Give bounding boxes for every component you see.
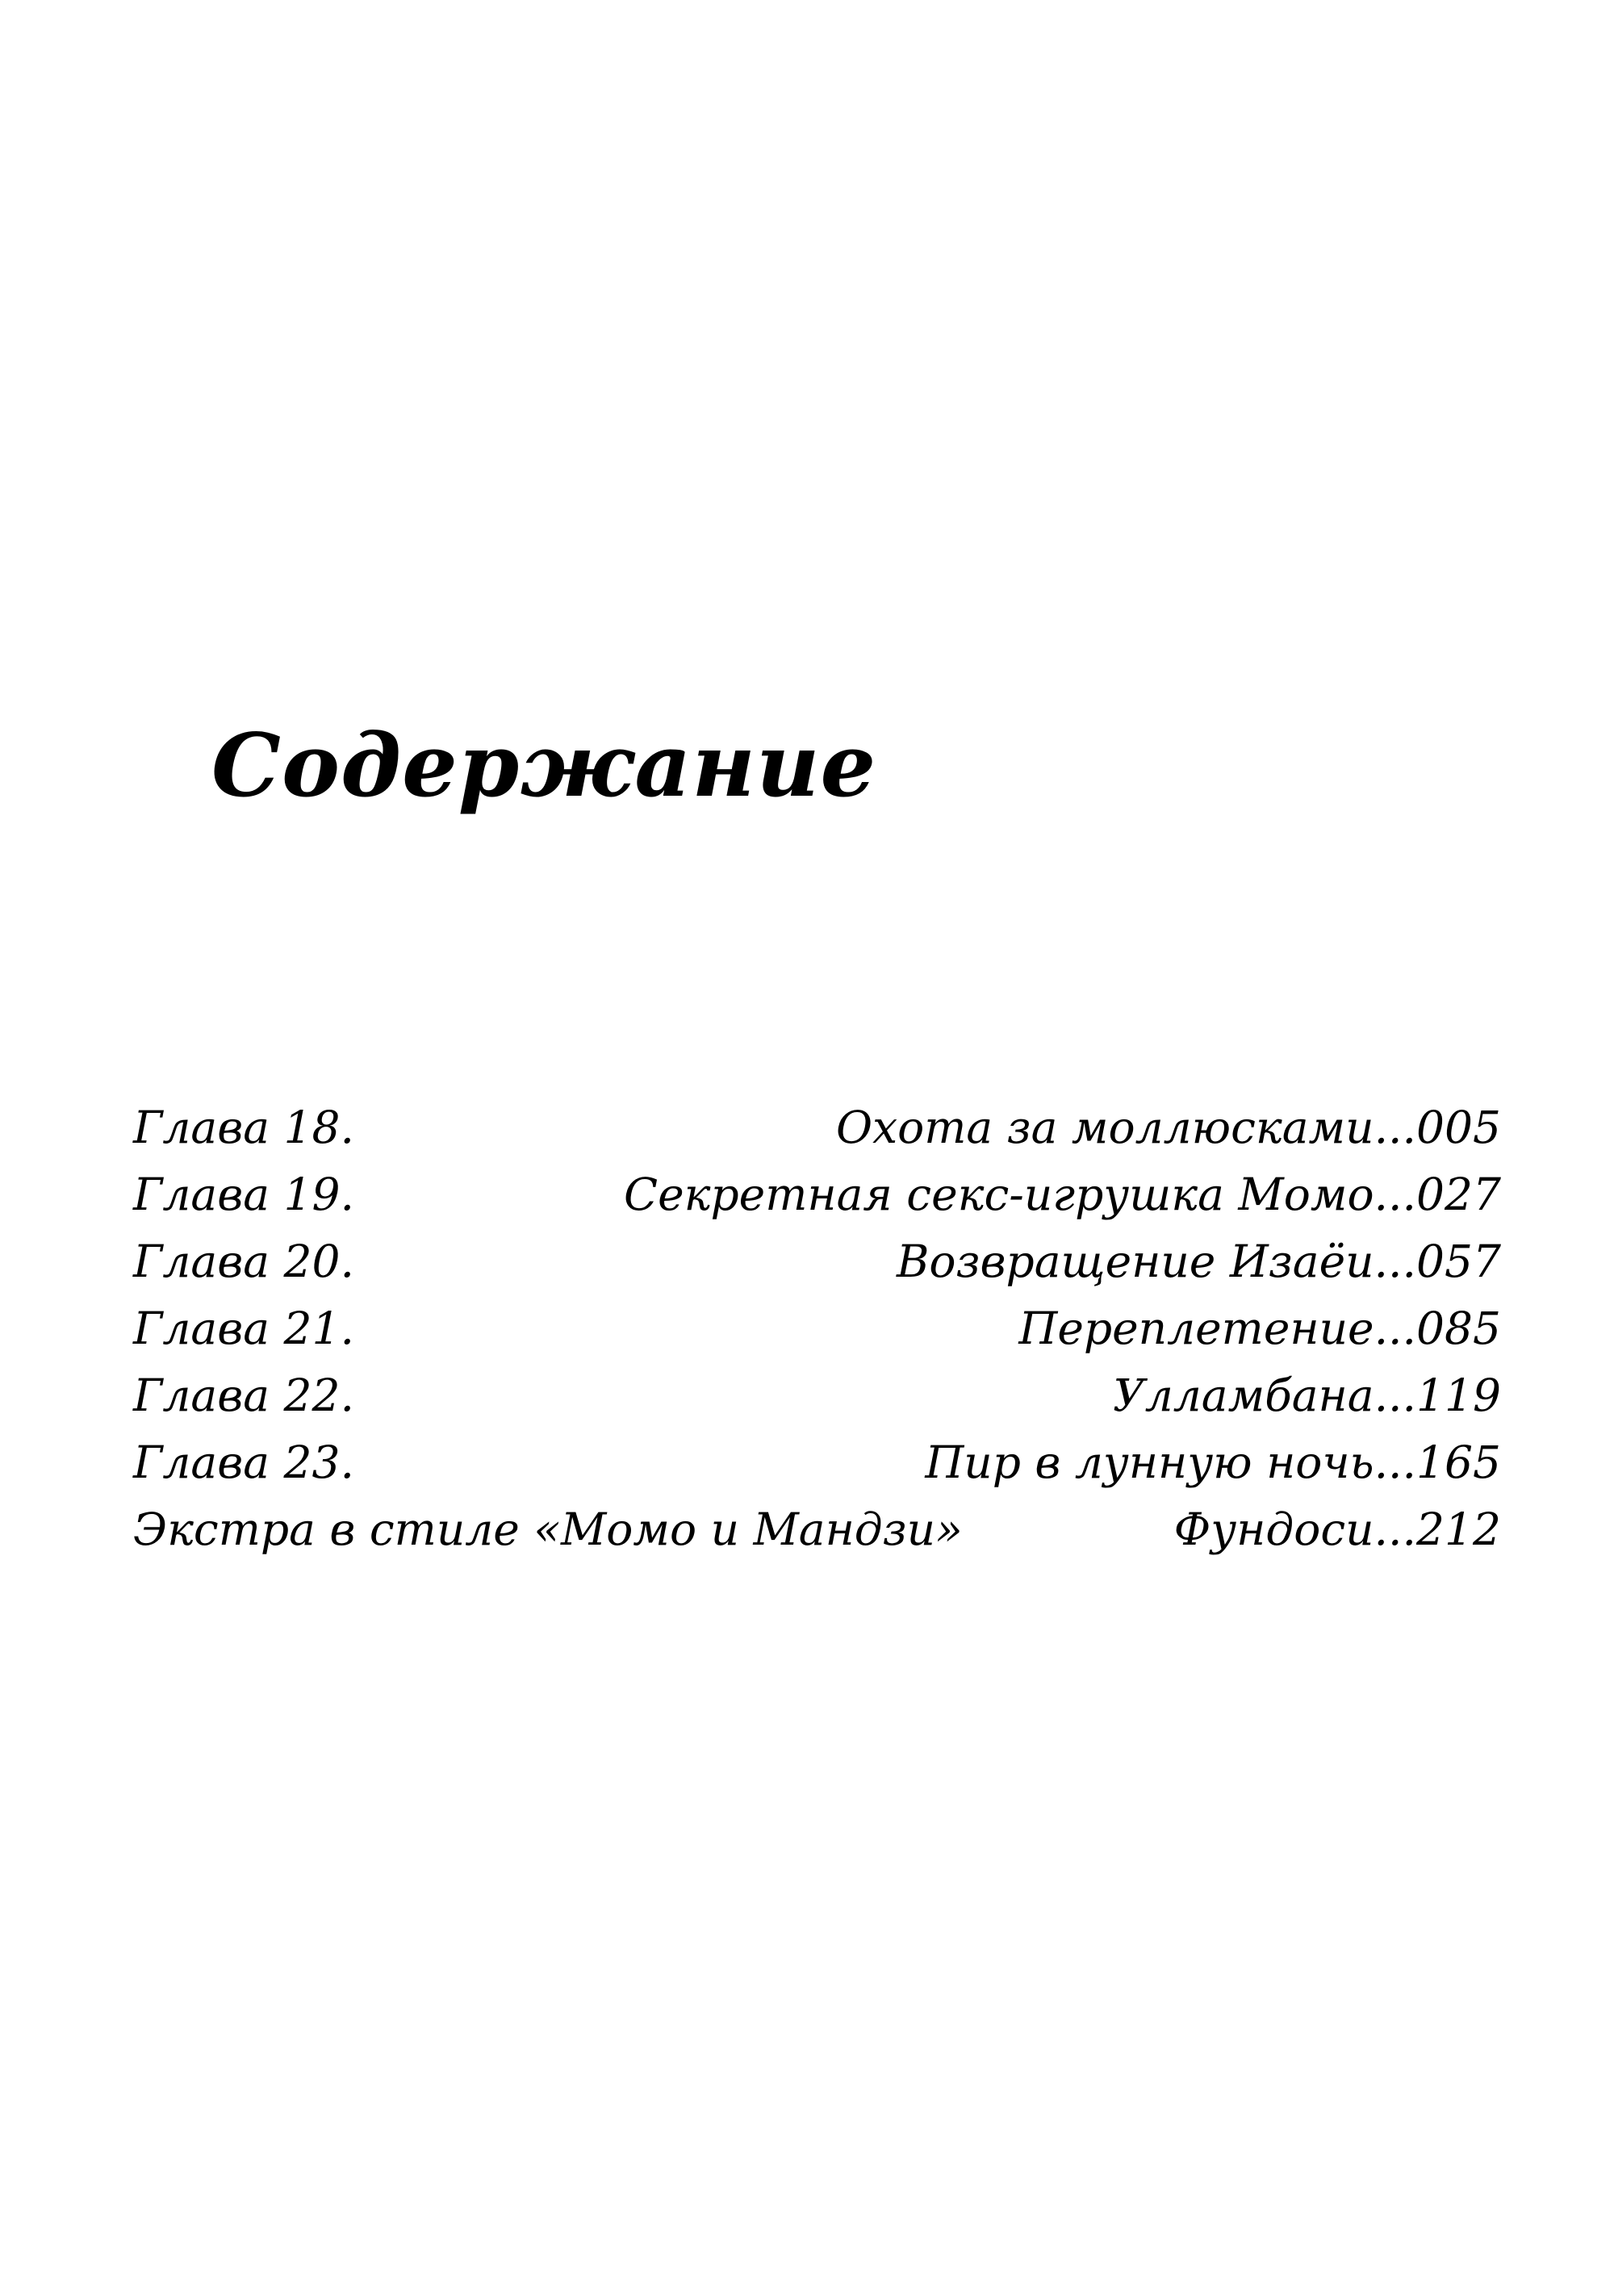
toc-chapter-label: Глава 18. bbox=[133, 1102, 354, 1153]
toc-row bbox=[133, 1496, 1501, 1563]
toc-chapter-entry: Секретная секс-игрушка Момо...027 bbox=[623, 1169, 1501, 1220]
toc-chapter-entry: Пир в лунную ночь...165 bbox=[925, 1437, 1501, 1488]
toc-row bbox=[133, 1161, 1501, 1228]
toc-chapter-label: Глава 21. bbox=[133, 1303, 354, 1354]
toc-chapter-label: Глава 20. bbox=[133, 1236, 354, 1287]
toc-chapter-label: Глава 19. bbox=[133, 1169, 354, 1220]
toc-row bbox=[133, 1429, 1501, 1496]
toc-row bbox=[133, 1295, 1501, 1362]
table-of-contents bbox=[133, 1094, 1501, 1563]
toc-chapter-entry: Охота за моллюсками...005 bbox=[836, 1102, 1501, 1153]
page-title: Содержание bbox=[211, 715, 877, 817]
toc-chapter-entry: Возвращение Изаёи...057 bbox=[897, 1236, 1501, 1287]
toc-chapter-label: Глава 22. bbox=[133, 1370, 354, 1421]
toc-chapter-label: Глава 23. bbox=[133, 1437, 354, 1488]
toc-row bbox=[133, 1362, 1501, 1429]
toc-extra-label: Экстра в стиле «Момо и Мандзи» bbox=[133, 1503, 963, 1555]
toc-extra-entry: Фундоси...212 bbox=[1173, 1503, 1501, 1555]
toc-row bbox=[133, 1228, 1501, 1295]
toc-chapter-entry: Переплетение...085 bbox=[1018, 1303, 1501, 1354]
toc-row bbox=[133, 1094, 1501, 1161]
toc-chapter-entry: Улламбана...119 bbox=[1113, 1370, 1501, 1421]
